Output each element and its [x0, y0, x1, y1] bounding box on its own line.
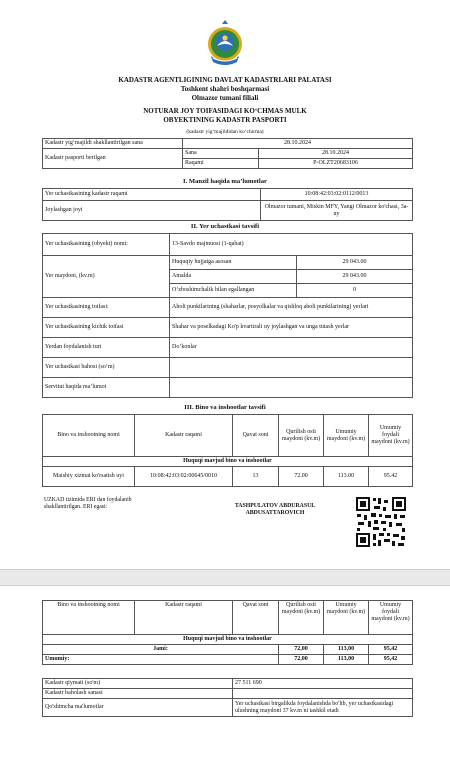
section-2-title: II. Yer uchastkasi tavsifi	[190, 223, 260, 230]
grand-total-useful: 95,42	[369, 655, 413, 665]
object-name-value: 13-Savdo majmuosi (1-qabat)	[170, 234, 413, 256]
signer-name-line-2: ABDUSATTAROVICH	[245, 510, 305, 516]
col-footprint-area: Qurilish osti maydoni (kv.m)	[279, 415, 324, 457]
passport-page-2	[0, 585, 450, 766]
col-useful-area: Umumiy foydali maydoni (kv.m)	[369, 601, 413, 635]
passport-info-table	[42, 138, 413, 169]
qr-code-icon	[354, 495, 408, 549]
actual-area-value: 29 043.00	[297, 270, 413, 284]
land-area-label: Yer maydoni, (kv.m)	[43, 256, 170, 298]
signature-note: UZKAD tizimida ERI dan foydalanib shakllantirilgan. ERI egasi:	[44, 497, 132, 510]
actual-area-label: Amalda	[170, 270, 297, 284]
cadastral-number-label: Yer uchastkasining kadastr raqami	[43, 189, 261, 201]
agency-title: KADASTR AGENTLIGINING DAVLAT KADASTRLARI PALATASI	[118, 76, 332, 84]
signer-name	[210, 503, 340, 517]
valuation-table	[42, 678, 413, 717]
cadastral-value: 27 511 690	[233, 679, 413, 689]
additional-info-value: Yer uchastkasi birgalikda foydalanishda bo'lib, yer uchastkasidagi ulushning maydoni 37 kv.m ni tashkil etadi	[233, 699, 413, 717]
col-building-name: Bino va inshootning nomi	[43, 601, 135, 635]
cadastral-number-value: 10:08:42:03:02:0112/0013	[261, 189, 413, 201]
subtotal-footprint: 72,00	[279, 645, 324, 655]
col-cadastral-number: Kadastr raqami	[135, 601, 233, 635]
subtotal-label: Jami:	[43, 645, 279, 655]
land-price-value	[170, 358, 413, 378]
valuation-date-label: Kadastr baholash sanasi	[43, 689, 233, 699]
passport-number-label: Raqami	[183, 159, 259, 169]
group-row: Huquqi mavjud bino va inshootlar	[43, 457, 413, 467]
issued-label: Kadastr pasporti berilgan	[43, 149, 183, 169]
subtotal-total: 113,00	[324, 645, 369, 655]
land-price-label: Yer uchastkasi bahosi (so‘m)	[43, 358, 170, 378]
servitude-label: Servitut haqida ma’lumot	[43, 378, 170, 398]
unauthorized-area-label: O‘zboshimchalik bilan egallangan	[170, 284, 297, 298]
building-total-area: 113.00	[324, 467, 369, 487]
building-footprint-area: 72.00	[279, 467, 324, 487]
valuation-date-value	[233, 689, 413, 699]
building-name: Maishiy xizmat ko'rsatish uyi	[43, 467, 135, 487]
document-subtitle: OBYEKTINING KADASTR PASPORTI	[163, 116, 287, 124]
col-total-area: Umumiy maydoni (kv.m)	[324, 601, 369, 635]
issued-date-label: Sana	[183, 149, 259, 159]
land-category-value: Aholi punktlarining (shaharlar, posyolkalar va qishloq aholi punktlarining) yerlari	[170, 298, 413, 318]
object-name-label: Yer uchastkasining (obyekt) nomi:	[43, 234, 170, 256]
land-subcategory-label: Yer uchastkasining kichik toifasi	[43, 318, 170, 338]
document-note: (kadastr yig‘majildidan ko‘chirma)	[186, 129, 264, 135]
branch-title: Olmazor tumani filiali	[191, 94, 259, 102]
land-plot-table	[42, 233, 413, 398]
document-title: NOTURAR JOY TOIFASIDAGI KO‘CHMAS MULK	[143, 107, 307, 115]
location-value: Olmazor tumani, Miskin MFY, Yangi Olmazor ko'chasi, 3a-uy	[261, 201, 413, 221]
col-floors: Qavat soni	[233, 415, 279, 457]
legal-area-label: Huquqiy hujjatga asosan	[170, 256, 297, 270]
cadastral-value-label: Kadastr qiymati (so'm)	[43, 679, 233, 689]
group-row: Huquqi mavjud bino va inshootlar	[43, 635, 413, 645]
section-3-title: III. Bino va inshootlar tavsifi	[184, 404, 266, 411]
grand-total-total: 113,00	[324, 655, 369, 665]
location-label: Joylashgan joyi	[43, 201, 261, 221]
subtotal-useful: 95,42	[369, 645, 413, 655]
additional-info-label: Qo'shimcha ma'lumotlar	[43, 699, 233, 717]
col-total-area: Umumiy maydoni (kv.m)	[324, 415, 369, 457]
building-floors: 13	[233, 467, 279, 487]
servitude-value	[170, 378, 413, 398]
issued-date-value: 28.10.2024	[259, 149, 413, 159]
grand-total-label: Umumiy:	[43, 655, 279, 665]
building-useful-area: 95.42	[369, 467, 413, 487]
department-title: Toshkent shahri boshqarmasi	[180, 85, 270, 93]
unauthorized-area-value: 0	[297, 284, 413, 298]
building-cadastral-number: 10:08:42:03:02:00645/0010	[135, 467, 233, 487]
col-cadastral-number: Kadastr raqami	[135, 415, 233, 457]
section-1-title: I. Manzil haqida ma’lumotlar	[183, 178, 267, 185]
col-floors: Qavat soni	[233, 601, 279, 635]
state-emblem-icon	[203, 18, 247, 68]
buildings-summary-table	[42, 600, 413, 665]
passport-number-value: P-OLZT20683106	[259, 159, 413, 169]
col-footprint-area: Qurilish osti maydoni (kv.m)	[279, 601, 324, 635]
address-table	[42, 188, 413, 221]
formed-date-label: Kadastr yig‘majildi shakllantirilgan sana	[43, 139, 183, 149]
col-useful-area: Umumiy foydali maydoni (kv.m)	[369, 415, 413, 457]
land-use-value: Do’konlar	[170, 338, 413, 358]
land-use-label: Yerdan foydalanish turi	[43, 338, 170, 358]
grand-total-footprint: 72,00	[279, 655, 324, 665]
legal-area-value: 29 043.00	[297, 256, 413, 270]
land-subcategory-value: Shahar va poselkadagi Ko'p kvartirali uy joylashgan va unga tutash yerlar	[170, 318, 413, 338]
formed-date-value: 28.10.2024	[183, 139, 413, 149]
buildings-table	[42, 414, 413, 487]
signer-name-line-1: TASHPULATOV ABDURASUL	[234, 503, 316, 509]
col-building-name: Bino va inshootning nomi	[43, 415, 135, 457]
land-category-label: Yer uchastkasining toifasi:	[43, 298, 170, 318]
